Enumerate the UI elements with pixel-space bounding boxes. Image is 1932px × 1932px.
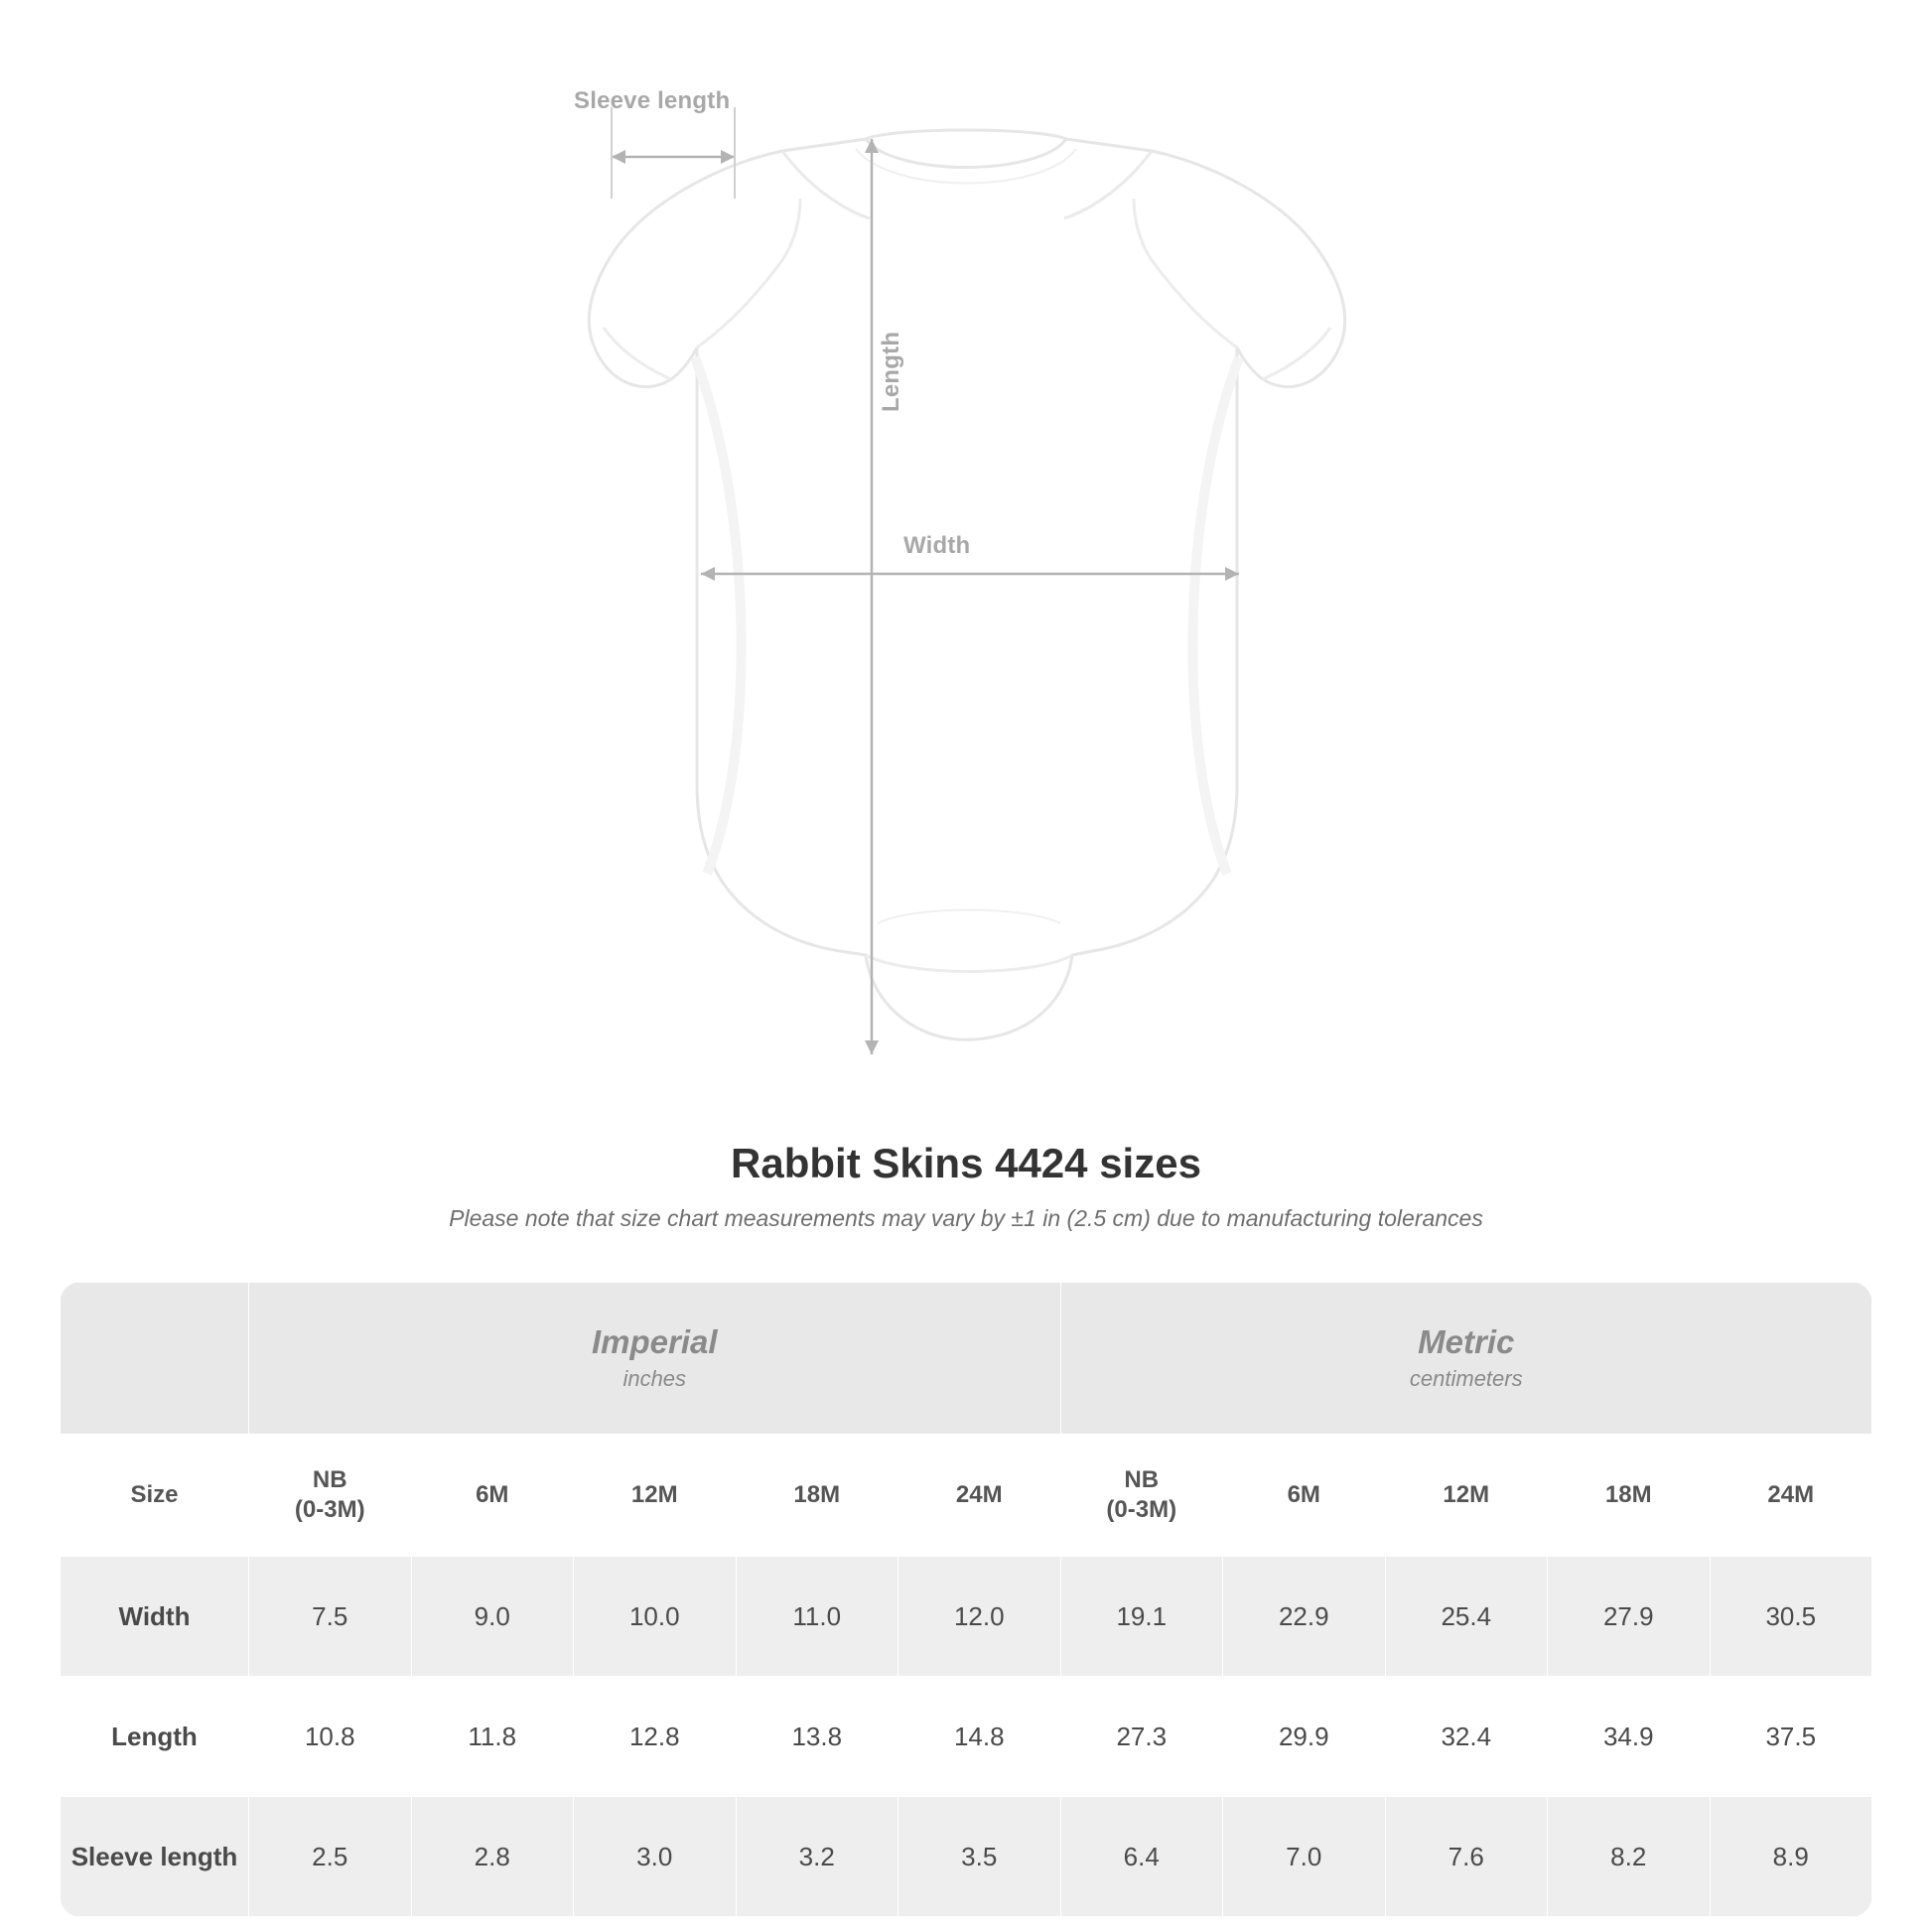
table-cell: 3.0	[574, 1797, 737, 1917]
size-header-cell: 18M	[736, 1435, 898, 1557]
table-cell: 3.2	[736, 1797, 898, 1917]
size-header-row	[61, 1435, 1872, 1557]
table-row	[61, 1677, 1872, 1797]
table-cell: 2.5	[249, 1797, 412, 1917]
size-header-cell: NB (0-3M)	[249, 1435, 412, 1557]
chart-heading-block	[0, 1140, 1932, 1232]
table-cell: 10.0	[574, 1557, 737, 1677]
size-header-cell: 24M	[898, 1435, 1061, 1557]
page-title: Rabbit Skins 4424 sizes	[731, 1140, 1201, 1186]
unit-header-spacer	[61, 1283, 249, 1435]
table-cell: 14.8	[898, 1677, 1061, 1797]
unit-group-metric-sub: centimeters	[1409, 1366, 1523, 1392]
unit-group-imperial-sub: inches	[622, 1366, 687, 1392]
size-header-cell: 24M	[1710, 1435, 1872, 1557]
unit-group-metric-name: Metric	[1418, 1322, 1515, 1360]
tolerance-note: Please note that size chart measurements may vary by ±1 in (2.5 cm) due to manufacturing tolerances	[449, 1205, 1483, 1231]
table-cell: 12.0	[898, 1557, 1061, 1677]
size-header-cell: NB (0-3M)	[1060, 1435, 1223, 1557]
table-cell: 11.8	[411, 1677, 574, 1797]
table-cell: 8.9	[1710, 1797, 1872, 1917]
table-cell: 13.8	[736, 1677, 898, 1797]
size-chart-table-wrapper	[60, 1282, 1872, 1917]
row-label-width: Width	[61, 1557, 249, 1677]
table-cell: 25.4	[1385, 1557, 1548, 1677]
width-label: Width	[903, 532, 971, 559]
table-cell: 9.0	[411, 1557, 574, 1677]
table-cell: 27.3	[1060, 1677, 1223, 1797]
size-header-cell: 6M	[411, 1435, 574, 1557]
table-cell: 6.4	[1060, 1797, 1223, 1917]
table-cell: 10.8	[249, 1677, 412, 1797]
table-cell: 19.1	[1060, 1557, 1223, 1677]
size-chart-table	[60, 1282, 1872, 1917]
table-cell: 30.5	[1710, 1557, 1872, 1677]
table-cell: 12.8	[574, 1677, 737, 1797]
size-header-label: Size	[61, 1435, 249, 1557]
row-label-sleeve-length: Sleeve length	[61, 1797, 249, 1917]
unit-group-metric	[1060, 1283, 1872, 1435]
size-header-cell: 18M	[1548, 1435, 1711, 1557]
bodysuit-shape	[589, 130, 1344, 1039]
table-row	[61, 1557, 1872, 1677]
unit-group-imperial-name: Imperial	[591, 1322, 718, 1360]
table-cell: 32.4	[1385, 1677, 1548, 1797]
unit-group-imperial	[249, 1283, 1061, 1435]
table-cell: 3.5	[898, 1797, 1061, 1917]
table-cell: 27.9	[1548, 1557, 1711, 1677]
table-cell: 7.0	[1223, 1797, 1386, 1917]
table-cell: 34.9	[1548, 1677, 1711, 1797]
length-label: Length	[878, 331, 904, 412]
unit-header-row	[61, 1283, 1872, 1435]
table-cell: 29.9	[1223, 1677, 1386, 1797]
row-label-length: Length	[61, 1677, 249, 1797]
size-header-cell: 12M	[574, 1435, 737, 1557]
sleeve-length-label: Sleeve length	[574, 87, 731, 114]
table-cell: 22.9	[1223, 1557, 1386, 1677]
table-cell: 37.5	[1710, 1677, 1872, 1797]
size-header-cell: 6M	[1223, 1435, 1386, 1557]
table-cell: 7.5	[249, 1557, 412, 1677]
table-row	[61, 1797, 1872, 1917]
table-cell: 2.8	[411, 1797, 574, 1917]
table-cell: 11.0	[736, 1557, 898, 1677]
table-cell: 7.6	[1385, 1797, 1548, 1917]
size-header-cell: 12M	[1385, 1435, 1548, 1557]
table-cell: 8.2	[1548, 1797, 1711, 1917]
